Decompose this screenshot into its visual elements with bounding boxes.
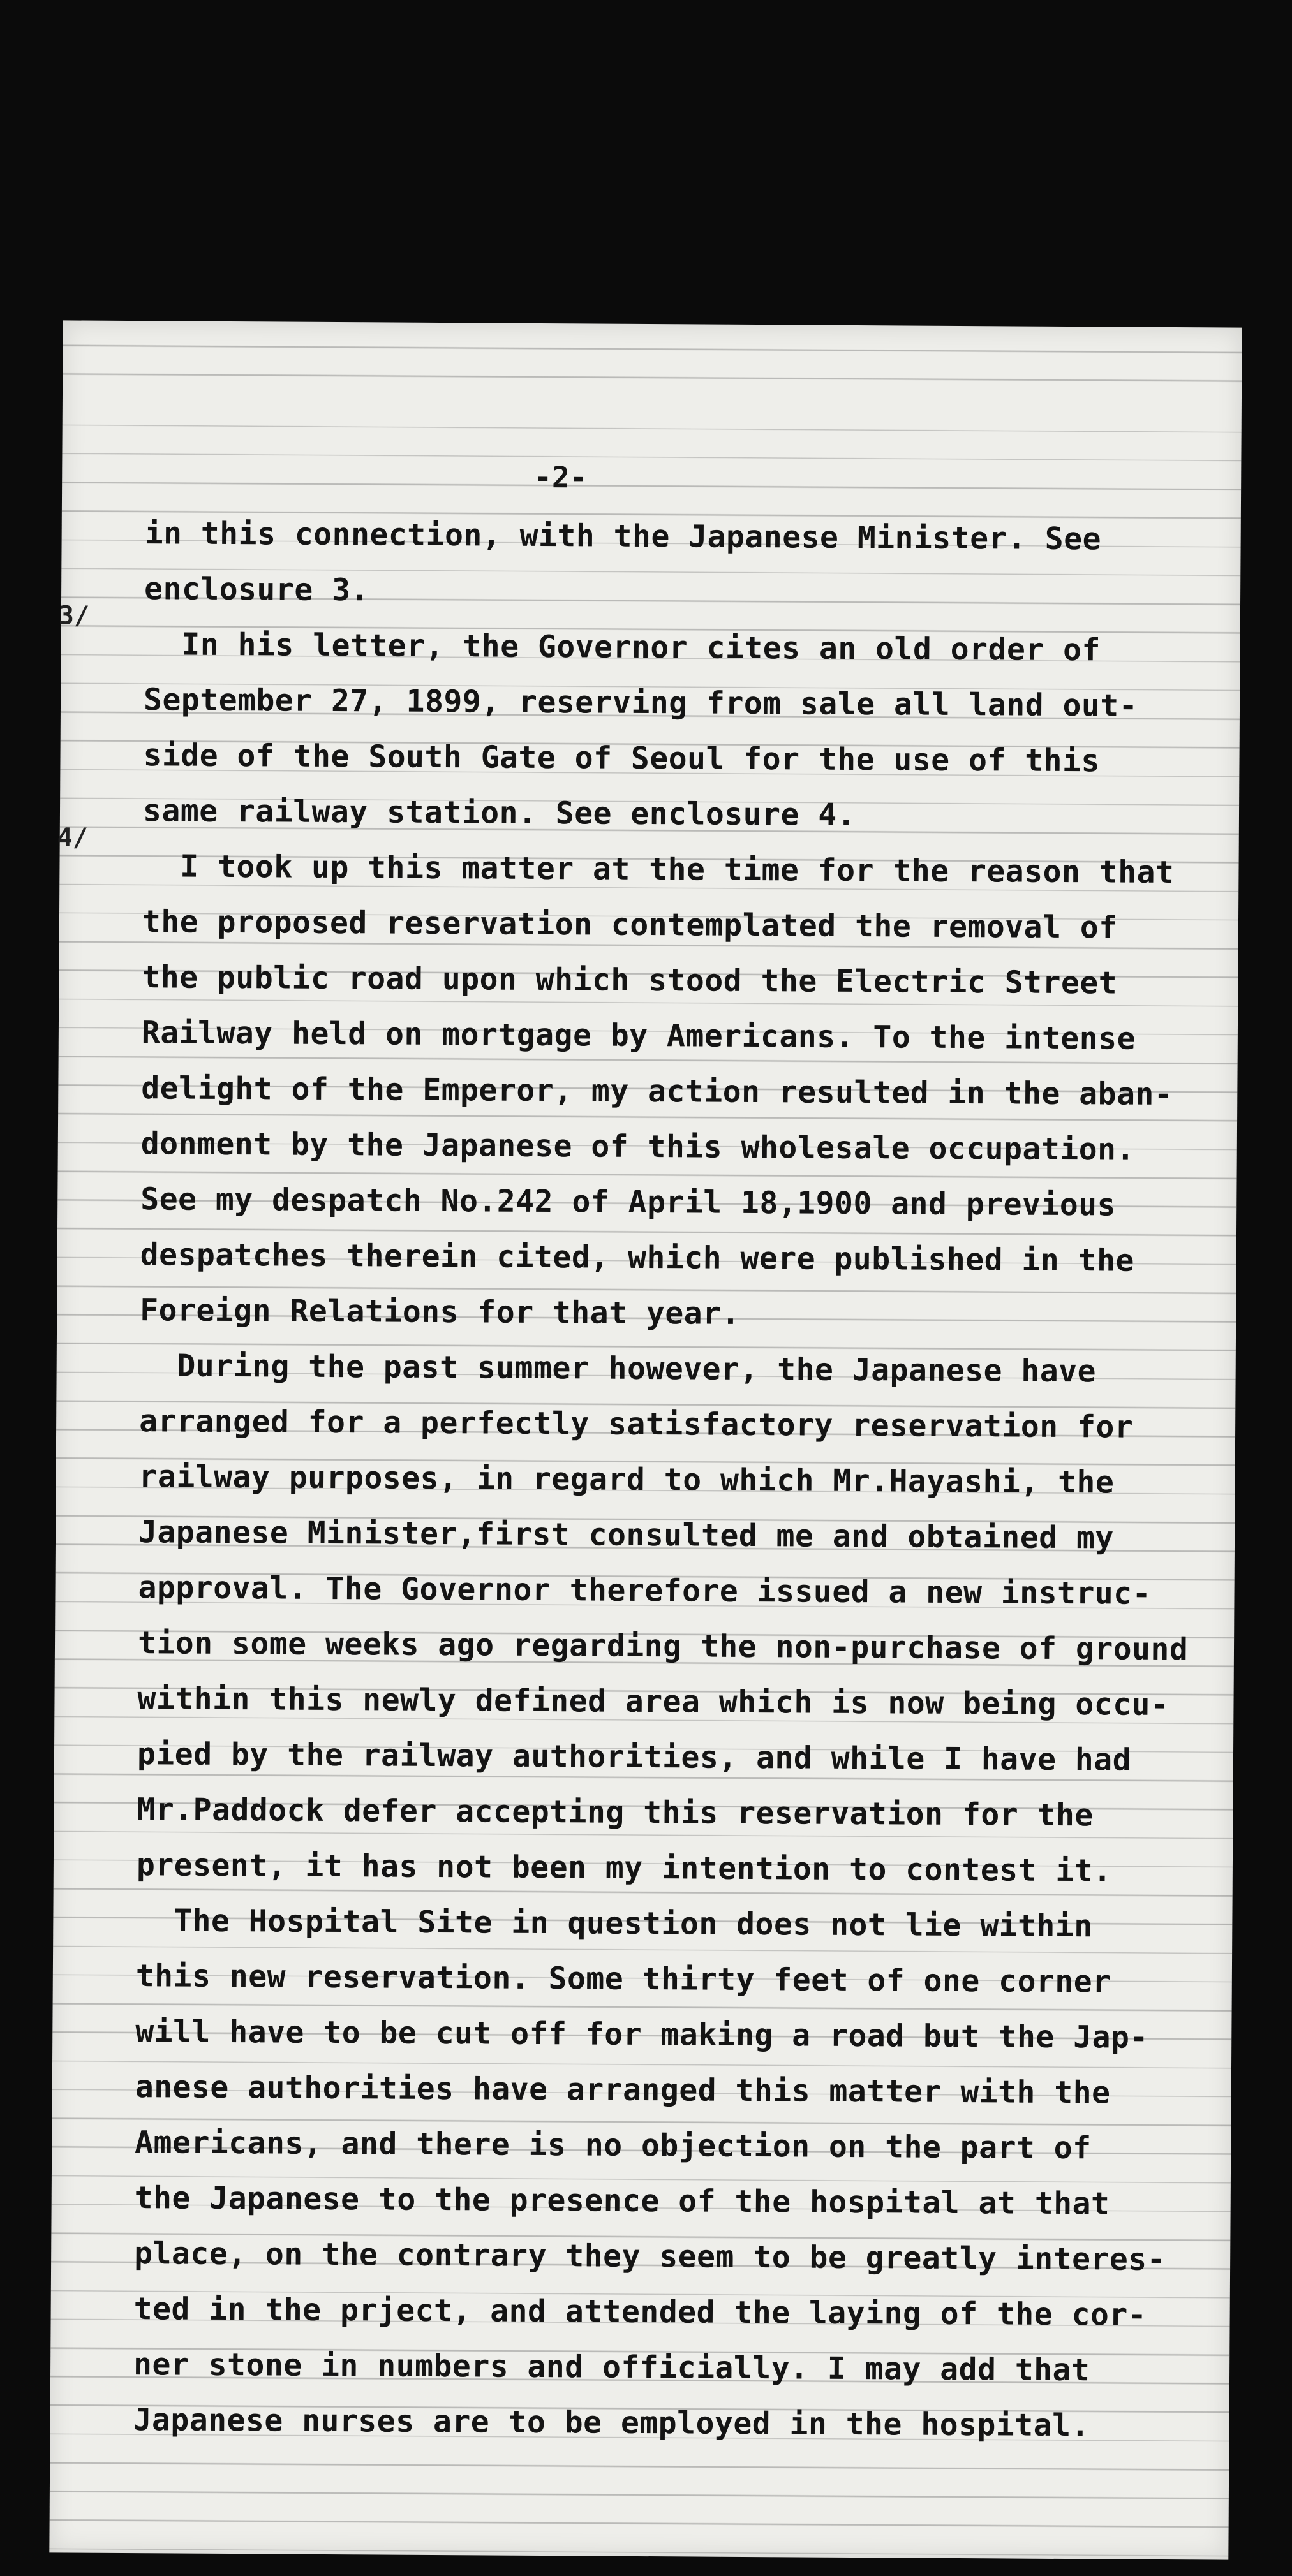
text-line: enclosure 3.	[144, 571, 370, 608]
text-line: ner stone in numbers and officially. I may add that	[133, 2346, 1090, 2388]
text-line: this new reservation. Some thirty feet of one corner	[135, 1958, 1111, 2000]
text-line: See my despatch No.242 of April 18,1900 and previous	[140, 1181, 1117, 1223]
text-line: Railway held on mortgage by Americans. To the intense	[141, 1015, 1136, 1057]
text-line: ted in the prject, and attended the laying of the cor-	[133, 2291, 1147, 2333]
text-line: Americans, and there is no objection on the part of	[135, 2124, 1092, 2167]
text-line: side of the South Gate of Seoul for the use of this	[143, 737, 1101, 779]
text-line: Mr.Paddock defer accepting this reservation for the	[137, 1792, 1094, 1834]
text-line: The Hospital Site in question does not lie within	[136, 1903, 1093, 1945]
text-line: I took up this matter at the time for the reason that	[142, 848, 1175, 891]
text-line: In his letter, the Governor cites an old order of	[144, 626, 1101, 668]
text-line: arranged for a perfectly satisfactory reservation for	[138, 1403, 1134, 1445]
text-line: pied by the railway authorities, and while I have had	[137, 1736, 1132, 1778]
text-line: place, on the contrary they seem to be greatly interes-	[134, 2235, 1166, 2278]
text-line: approval. The Governor therefore issued a new instruc-	[138, 1570, 1152, 1612]
text-line: Japanese nurses are to be employed in the hospital.	[133, 2402, 1090, 2444]
text-line: railway purposes, in regard to which Mr.Hayashi, the	[138, 1459, 1115, 1501]
page-number: -2-	[534, 459, 588, 495]
text-line: donment by the Japanese of this wholesale occupation.	[140, 1126, 1136, 1168]
text-line: same railway station. See enclosure 4.	[142, 793, 856, 833]
text-line: will have to be cut off for making a road but the Jap-	[135, 2013, 1148, 2056]
text-line: present, it has not been my intention to contest it.	[136, 1847, 1112, 1889]
text-line: delight of the Emperor, my action resulted in the aban-	[141, 1070, 1173, 1113]
text-line: in this connection, with the Japanese Minister. See	[144, 515, 1102, 557]
text-line: tion some weeks ago regarding the non-purchase of ground	[137, 1625, 1189, 1668]
text-line: despatches therein cited, which were published in the	[140, 1237, 1135, 1279]
margin-note-enclosure-4: 4/	[57, 823, 89, 853]
text-line: the proposed reservation contemplated the removal of	[142, 904, 1118, 946]
text-line: Foreign Relations for that year.	[140, 1292, 741, 1332]
text-line: Japanese Minister,first consulted me and obtained my	[138, 1514, 1114, 1556]
text-line: the Japanese to the presence of the hospital at that	[134, 2180, 1110, 2222]
text-line: within this newly defined area which is now being occu-	[137, 1681, 1169, 1723]
text-line: the public road upon which stood the Electric Street	[142, 959, 1118, 1001]
body-text	[133, 506, 1215, 2454]
margin-note-enclosure-3: 3/	[58, 601, 90, 631]
text-line: anese authorities have arranged this matter with the	[135, 2069, 1111, 2111]
text-line: During the past summer however, the Japanese have	[139, 1348, 1097, 1390]
text-line: September 27, 1899, reserving from sale all land out-	[143, 682, 1138, 724]
document-page	[49, 320, 1242, 2559]
